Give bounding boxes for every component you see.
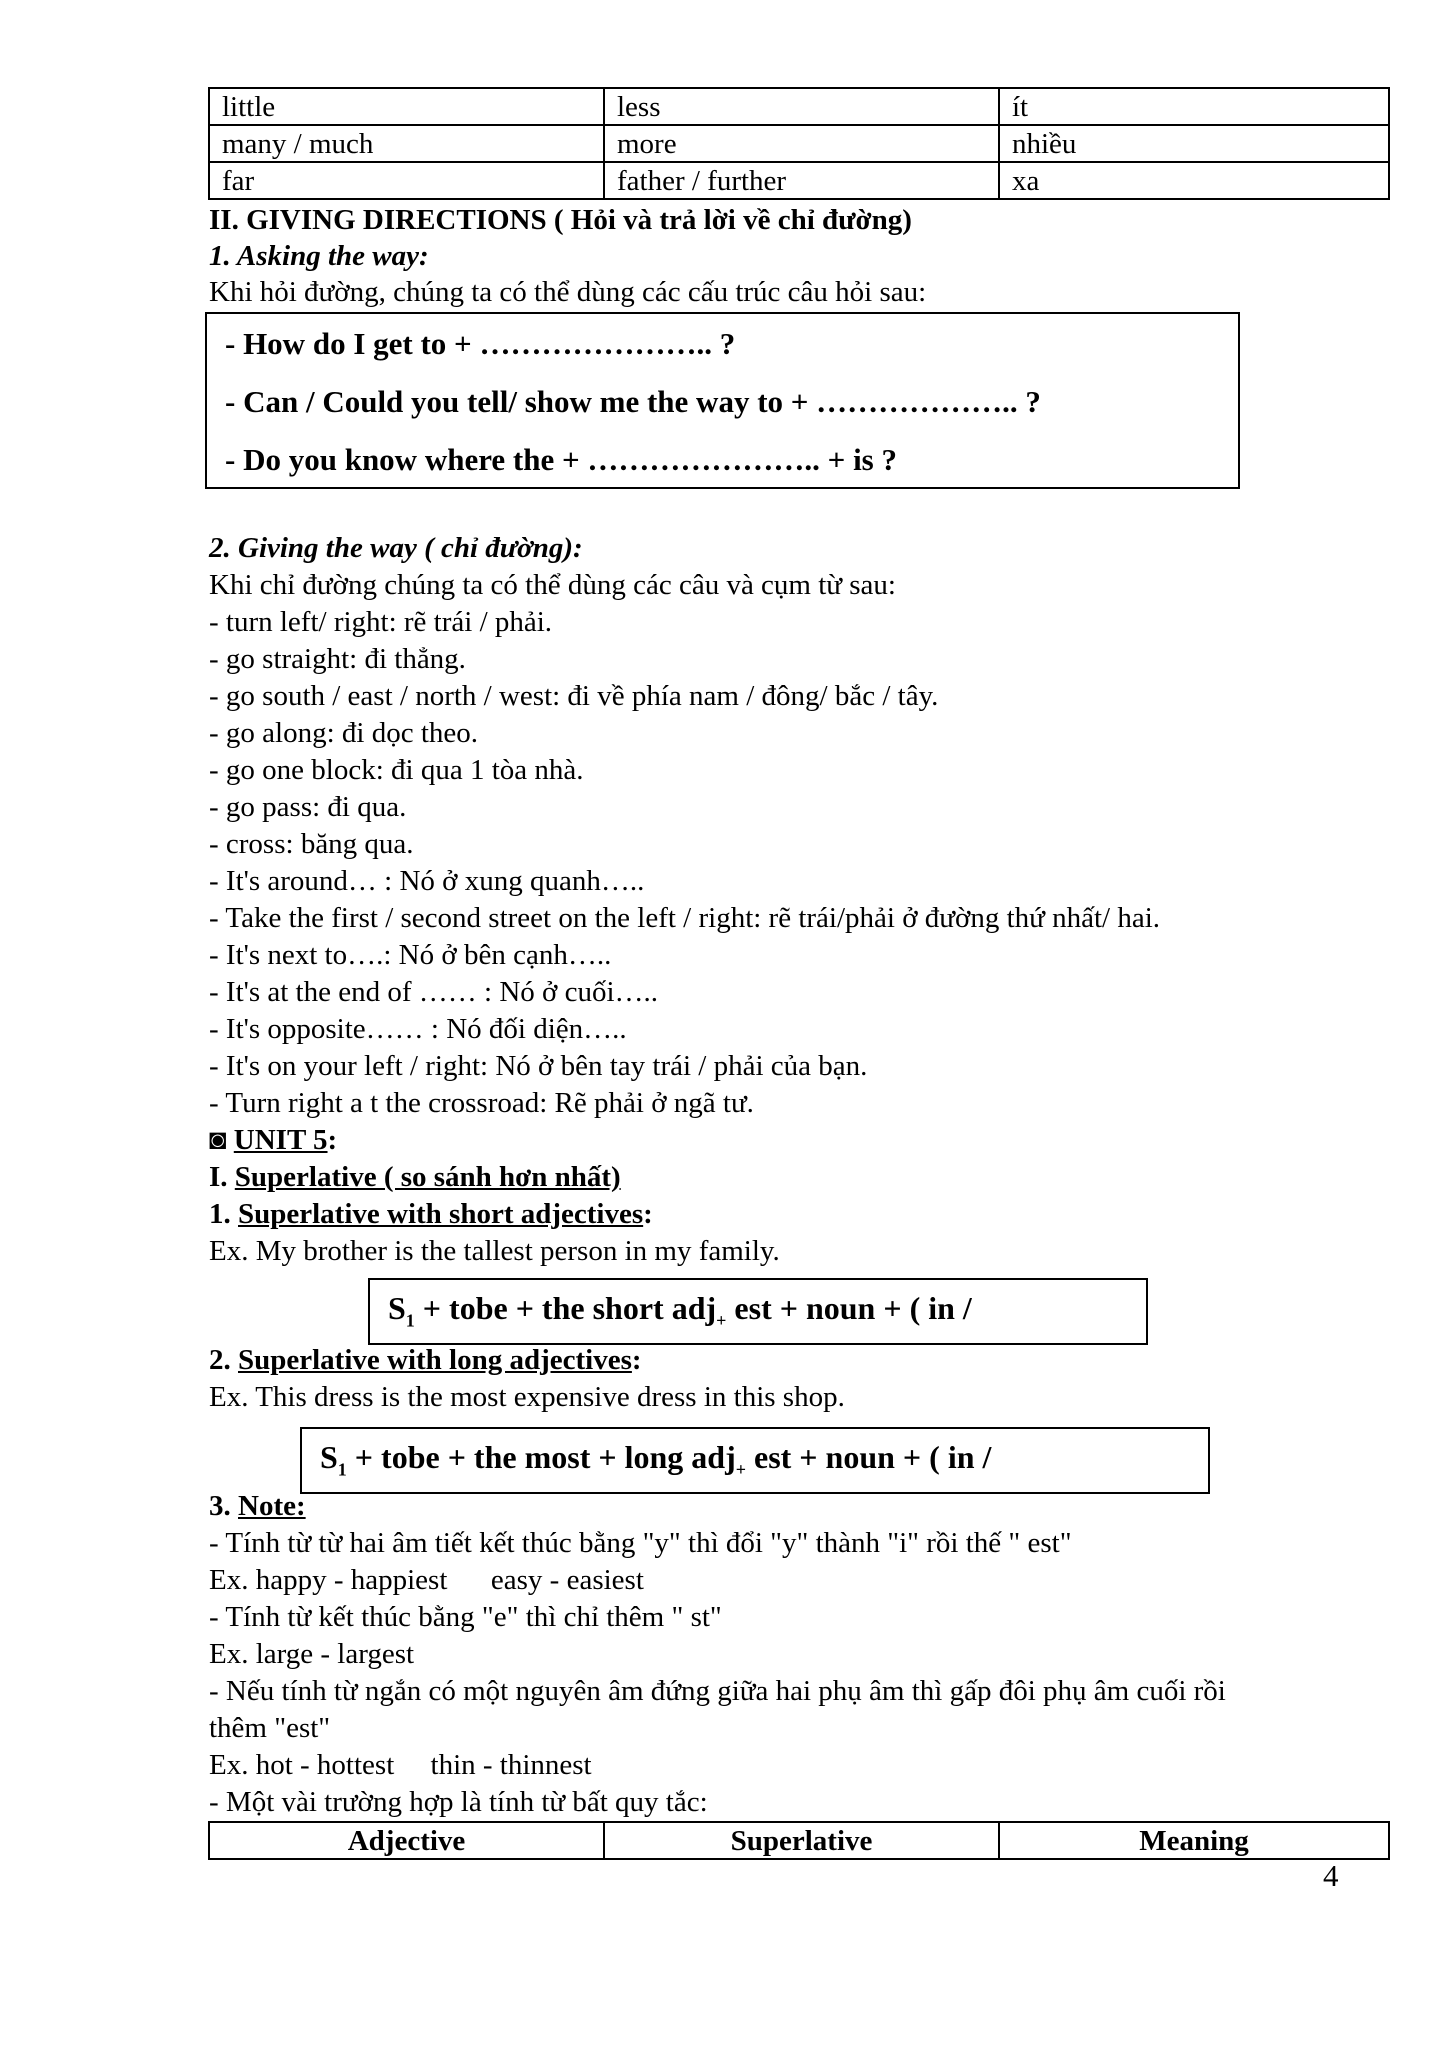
note-heading [209,1488,306,1524]
column-header: Meaning [999,1822,1389,1859]
direction-item: - Take the first / second street on the left / right: rẽ trái/phải ở đường thứ nhất/ hai. [209,902,1161,934]
table-row [209,162,1389,199]
table-cell: ít [999,88,1389,125]
note-line: Ex. hot - hottest thin - thinnest [209,1749,592,1781]
heading-number: 3. [209,1490,238,1522]
direction-item: - It's opposite…… : Nó đối diện….. [209,1013,627,1045]
note-line: Ex. large - largest [209,1638,415,1670]
direction-item: - Turn right a t the crossroad: Rẽ phải ở ngã tư. [209,1087,754,1119]
unit-title-text: UNIT 5 [233,1124,328,1156]
formula-subscript: + [716,1310,727,1331]
table-cell: less [604,88,999,125]
page-number: 4 [1323,1858,1339,1893]
long-adj-heading [209,1342,642,1378]
section-title: II. GIVING DIRECTIONS ( Hỏi và trả lời về chỉ đường) [209,204,912,236]
heading-colon: : [643,1198,653,1230]
formula-subject: S [388,1290,406,1326]
direction-item: - go straight: đi thẳng. [209,643,466,675]
giving-intro: Khi chỉ đường chúng ta có thể dùng các câu và cụm từ sau: [209,569,896,601]
heading-number: 2. [209,1344,238,1376]
unit-title [209,1122,337,1158]
formula-end: est + noun + ( in / [745,1439,992,1475]
direction-item: - It's next to….: Nó ở bên cạnh….. [209,939,612,971]
irregular-table [208,1821,1390,1860]
short-adj-formula [388,1290,972,1331]
asking-intro: Khi hỏi đường, chúng ta có thể dùng các cấu trúc câu hỏi sau: [209,276,927,308]
direction-item: - go along: đi dọc theo. [209,717,479,749]
note-line: - Một vài trường hợp là tính từ bất quy tắc: [209,1786,708,1818]
heading-text: Note: [238,1490,306,1522]
table-cell: xa [999,162,1389,199]
direction-item: - go south / east / north / west: đi về phía nam / đông/ bắc / tây. [209,680,939,712]
direction-item: - It's around… : Nó ở xung quanh….. [209,865,645,897]
table-header-row [209,1822,1389,1859]
bullet-icon: ◙ [209,1124,227,1156]
direction-item: - It's on your left / right: Nó ở bên tay trái / phải của bạn. [209,1050,868,1082]
long-adj-formula-box [300,1427,1210,1494]
formula-middle: + tobe + the most + long adj [346,1439,736,1475]
direction-item: - go one block: đi qua 1 tòa nhà. [209,754,584,786]
note-line: - Tính từ từ hai âm tiết kết thúc bằng "y" thì đổi "y" thành "i" rồi thế " est" [209,1527,1072,1559]
asking-heading: 1. Asking the way: [209,240,429,272]
giving-heading: 2. Giving the way ( chỉ đường): [209,532,583,564]
column-header: Superlative [604,1822,999,1859]
long-adj-example: Ex. This dress is the most expensive dress in this shop. [209,1381,845,1413]
note-line: Ex. happy - happiest easy - easiest [209,1564,644,1596]
table-row [209,88,1389,125]
question-line: - How do I get to + ………………….. ? [225,326,736,361]
note-line: - Tính từ kết thúc bằng "e" thì chỉ thêm " st" [209,1601,722,1633]
formula-subscript: 1 [405,1310,415,1331]
table-cell: nhiều [999,125,1389,162]
column-header: Adjective [209,1822,604,1859]
formula-middle: + tobe + the short adj [414,1290,717,1326]
question-line: - Can / Could you tell/ show me the way to + ……………….. ? [225,384,1041,419]
superlative-title-text: Superlative ( so sánh hơn nhất) [234,1161,621,1193]
heading-colon: : [631,1344,642,1376]
heading-text: Superlative with long adjectives [238,1344,632,1376]
direction-item: - cross: băng qua. [209,828,414,860]
formula-subscript: 1 [337,1459,347,1480]
superlative-title-prefix: I. [209,1161,235,1193]
table-cell: father / further [604,162,999,199]
formula-end: est + noun + ( in / [726,1290,972,1326]
unit-title-colon: : [327,1124,338,1156]
superlative-title [209,1159,621,1195]
formula-subscript: + [735,1459,746,1480]
table-cell: many / much [209,125,604,162]
comparative-table [208,87,1390,200]
table-cell: little [209,88,604,125]
note-line: - Nếu tính từ ngắn có một nguyên âm đứng giữa hai phụ âm thì gấp đôi phụ âm cuối rồi [209,1675,1226,1707]
short-adj-heading [209,1196,653,1232]
question-line: - Do you know where the + ………………….. + is ? [225,442,897,477]
table-row [209,125,1389,162]
formula-subject: S [320,1439,338,1475]
heading-number: 1. [209,1198,238,1230]
question-box [205,312,1240,489]
table-cell: more [604,125,999,162]
long-adj-formula [320,1439,991,1480]
short-adj-example: Ex. My brother is the tallest person in my family. [209,1235,780,1267]
direction-item: - It's at the end of …… : Nó ở cuối….. [209,976,659,1008]
short-adj-formula-box [368,1278,1148,1345]
heading-text: Superlative with short adjectives [238,1198,644,1230]
table-cell: far [209,162,604,199]
note-line: thêm "est" [209,1712,331,1744]
direction-item: - turn left/ right: rẽ trái / phải. [209,606,553,638]
direction-item: - go pass: đi qua. [209,791,407,823]
